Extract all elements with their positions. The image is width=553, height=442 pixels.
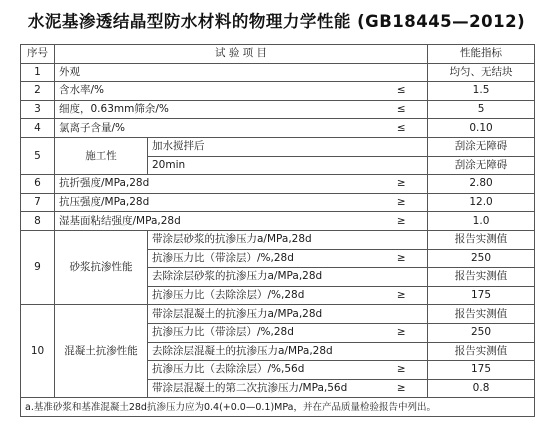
index-value: 2.80	[428, 175, 535, 194]
table-row	[21, 137, 535, 156]
index-value: 250	[428, 323, 535, 342]
index-value: 12.0	[428, 193, 535, 212]
index-value: 刮涂无障碍	[428, 156, 535, 175]
test-item: 湿基面粘结强度/MPa,28d	[55, 212, 376, 231]
test-item: 施工性	[55, 137, 148, 174]
comparison-symbol: ≤	[376, 82, 428, 101]
comparison-symbol	[376, 342, 428, 361]
index-value: 报告实测值	[428, 342, 535, 361]
table-row	[21, 100, 535, 119]
table-row	[21, 119, 535, 138]
comparison-symbol	[376, 305, 428, 324]
index-value: 5	[428, 100, 535, 119]
row-number: 1	[21, 63, 55, 82]
table-row	[21, 305, 535, 324]
sub-item: 20min	[148, 156, 376, 175]
table-row	[21, 193, 535, 212]
index-value: 报告实测值	[428, 268, 535, 287]
comparison-symbol	[376, 230, 428, 249]
row-number: 9	[21, 230, 55, 304]
test-item: 砂浆抗渗性能	[55, 230, 148, 304]
row-number: 10	[21, 305, 55, 398]
index-value: 1.5	[428, 82, 535, 101]
sub-item: 抗渗压力比（去除涂层）/%,28d	[148, 286, 376, 305]
comparison-symbol	[376, 268, 428, 287]
test-item: 抗折强度/MPa,28d	[55, 175, 376, 194]
row-number: 6	[21, 175, 55, 194]
row-number: 7	[21, 193, 55, 212]
table-row	[21, 230, 535, 249]
comparison-symbol	[376, 63, 428, 82]
test-item: 含水率/%	[55, 82, 376, 101]
index-value: 175	[428, 361, 535, 380]
page-title: 水泥基渗透结晶型防水材料的物理力学性能 (GB18445—2012)	[27, 12, 526, 31]
table-row	[21, 63, 535, 82]
sub-item: 抗渗压力比（带涂层）/%,28d	[148, 249, 376, 268]
row-number: 5	[21, 137, 55, 174]
test-item: 抗压强度/MPa,28d	[55, 193, 376, 212]
sub-item: 抗渗压力比（带涂层）/%,28d	[148, 323, 376, 342]
index-value: 175	[428, 286, 535, 305]
header-test-item: 试 验 项 目	[55, 45, 428, 64]
index-value: 0.10	[428, 119, 535, 138]
sub-item: 去除涂层砂浆的抗渗压力a/MPa,28d	[148, 268, 376, 287]
row-number: 8	[21, 212, 55, 231]
index-value: 报告实测值	[428, 230, 535, 249]
footnote: a.基准砂浆和基准混凝土28d抗渗压力应为0.4(+0.0—0.1)MPa，并在产品质量检验报告中列出。	[21, 398, 535, 417]
index-value: 1.0	[428, 212, 535, 231]
comparison-symbol: ≥	[376, 249, 428, 268]
sub-item: 加水搅拌后	[148, 137, 376, 156]
index-value: 均匀、无结块	[428, 63, 535, 82]
header-performance-index: 性能指标	[428, 45, 535, 64]
test-item: 外观	[55, 63, 376, 82]
index-value: 250	[428, 249, 535, 268]
comparison-symbol: ≥	[376, 323, 428, 342]
comparison-symbol: ≤	[376, 100, 428, 119]
sub-item: 带涂层混凝土的抗渗压力a/MPa,28d	[148, 305, 376, 324]
sub-item: 抗渗压力比（去除涂层）/%,56d	[148, 361, 376, 380]
row-number: 2	[21, 82, 55, 101]
row-number: 3	[21, 100, 55, 119]
index-value: 0.8	[428, 379, 535, 398]
sub-item: 去除涂层混凝土的抗渗压力a/MPa,28d	[148, 342, 376, 361]
table-header-row	[21, 45, 535, 64]
comparison-symbol: ≥	[376, 212, 428, 231]
comparison-symbol: ≥	[376, 286, 428, 305]
table-row	[21, 82, 535, 101]
test-item: 氯离子含量/%	[55, 119, 376, 138]
test-item: 细度，0.63mm筛余/%	[55, 100, 376, 119]
test-item: 混凝土抗渗性能	[55, 305, 148, 398]
sub-item: 带涂层混凝土的第二次抗渗压力/MPa,56d	[148, 379, 376, 398]
comparison-symbol: ≥	[376, 193, 428, 212]
table-row	[21, 175, 535, 194]
properties-table	[20, 44, 535, 417]
comparison-symbol	[376, 137, 428, 156]
row-number: 4	[21, 119, 55, 138]
comparison-symbol: ≤	[376, 119, 428, 138]
sub-item: 带涂层砂浆的抗渗压力a/MPa,28d	[148, 230, 376, 249]
comparison-symbol	[376, 156, 428, 175]
index-value: 报告实测值	[428, 305, 535, 324]
comparison-symbol: ≥	[376, 175, 428, 194]
table-row	[21, 212, 535, 231]
index-value: 刮涂无障碍	[428, 137, 535, 156]
comparison-symbol: ≥	[376, 379, 428, 398]
header-number: 序号	[21, 45, 55, 64]
footnote-row	[21, 398, 535, 417]
comparison-symbol: ≥	[376, 361, 428, 380]
